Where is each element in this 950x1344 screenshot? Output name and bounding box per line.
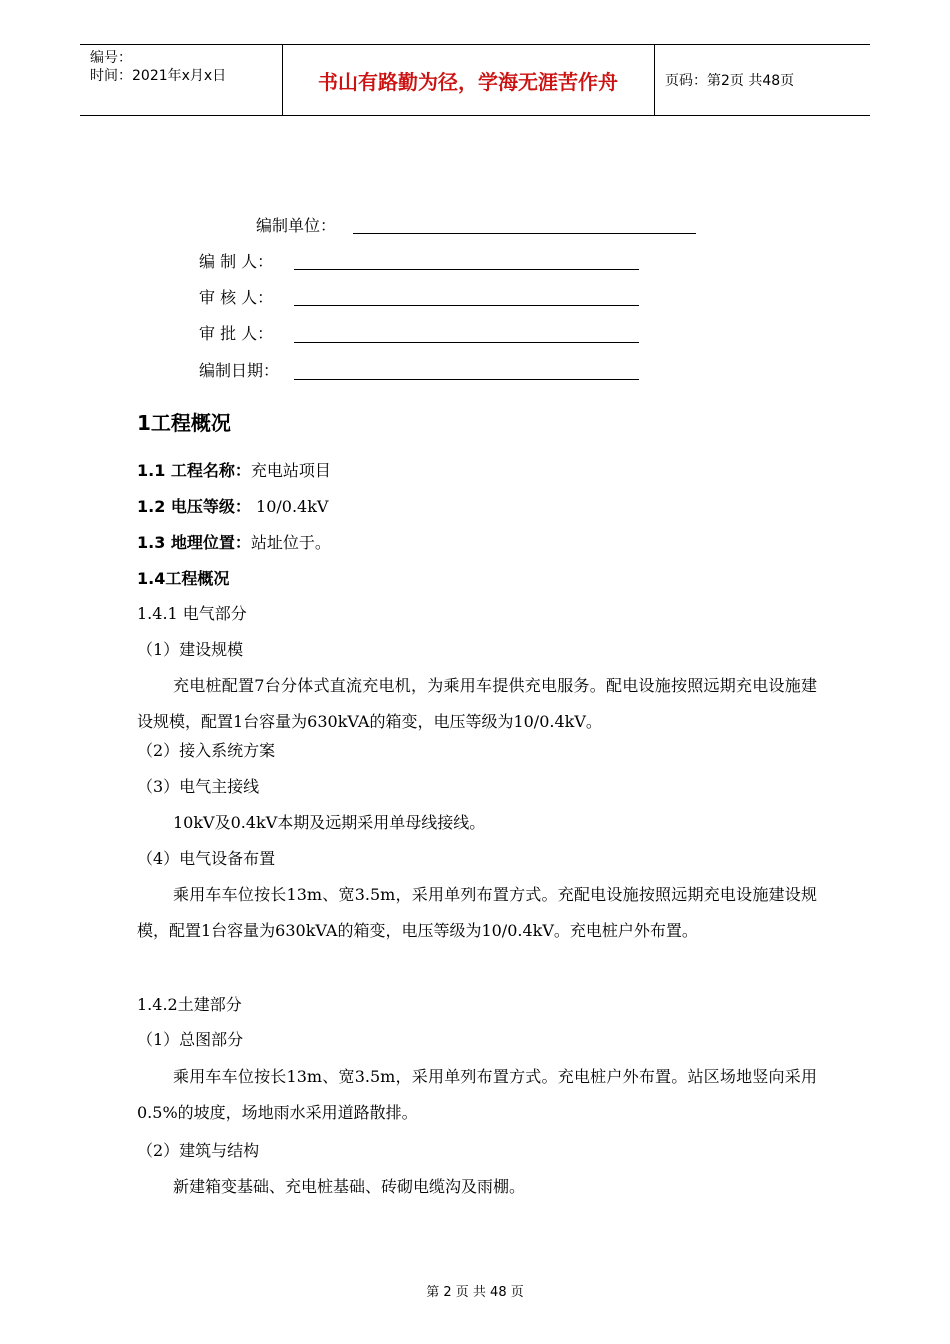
item-1-body: 充电桩配置7台分体式直流充电机，为乘用车提供充电服务。配电设施按照远期充电设施建设规模，配置1台容量为630kVA的箱变，电压等级为10/0.4kV。 xyxy=(137,676,817,731)
item-4-body: 乘用车车位按长13m、宽3.5m，采用单列布置方式。充配电设施按照远期充电设施建设规模，配置1台容量为630kVA的箱变，电压等级为10/0.4kV。充电桩户外布置。 xyxy=(137,885,817,940)
section-1-3-value: 站址位于。 xyxy=(250,533,331,552)
page-footer: 第 2 页 共 48 页 xyxy=(426,1285,524,1300)
item-2-heading: （2）接入系统方案 xyxy=(137,741,276,760)
section-1-4-1: 1.4.1 电气部分 xyxy=(137,604,247,623)
item-3-body: 10kV及0.4kV本期及远期采用单母线接线。 xyxy=(173,813,486,832)
section-heading-1: 1工程概况 xyxy=(137,411,231,435)
header-time: 时间：2021年x月x日 xyxy=(90,68,227,84)
signoff-reviewer-label: 审 核 人： xyxy=(199,288,274,307)
item-3-heading: （3）电气主接线 xyxy=(137,777,260,796)
signoff-date-line xyxy=(294,379,639,380)
section-1-2-value: 10/0.4kV xyxy=(250,497,329,516)
header-number: 编号： xyxy=(90,50,132,66)
signoff-date-label: 编制日期： xyxy=(199,361,280,380)
signoff-reviewer-row xyxy=(199,288,273,308)
civil-item-2-heading: （2）建筑与结构 xyxy=(137,1141,260,1160)
signoff-author-label: 编 制 人： xyxy=(199,252,274,271)
signoff-date-row xyxy=(199,361,279,381)
header-motto: 书山有路勤为径，学海无涯苦作舟 xyxy=(318,69,618,94)
section-1-3 xyxy=(137,533,331,553)
signoff-approver-line xyxy=(294,342,639,343)
section-1-1-value: 充电站项目 xyxy=(250,461,331,480)
signoff-unit-label: 编制单位： xyxy=(256,216,337,235)
section-1-2-label: 1.2 电压等级： xyxy=(137,497,251,516)
section-1-2 xyxy=(137,497,328,517)
signoff-approver-row xyxy=(199,324,273,344)
header-page-code: 页码：第2页 共48页 xyxy=(665,73,795,89)
item-1-heading: （1）建设规模 xyxy=(137,640,244,659)
item-4-heading: （4）电气设备布置 xyxy=(137,849,276,868)
header-meta-cell xyxy=(80,45,282,115)
signoff-author-line xyxy=(294,269,639,270)
signoff-unit-row xyxy=(256,216,336,236)
section-1-1-label: 1.1 工程名称： xyxy=(137,461,251,480)
signoff-unit-line xyxy=(353,233,696,234)
civil-item-2-body: 新建箱变基础、充电桩基础、砖砌电缆沟及雨棚。 xyxy=(173,1177,526,1196)
signoff-approver-label: 审 批 人： xyxy=(199,324,274,343)
section-1-4: 1.4工程概况 xyxy=(137,569,230,588)
signoff-reviewer-line xyxy=(294,305,639,306)
section-1-4-2: 1.4.2土建部分 xyxy=(137,995,242,1014)
section-1-1 xyxy=(137,461,331,481)
signoff-author-row xyxy=(199,252,273,272)
civil-item-1-heading: （1）总图部分 xyxy=(137,1030,244,1049)
page-header xyxy=(80,44,870,116)
section-1-3-label: 1.3 地理位置： xyxy=(137,533,251,552)
civil-item-1-body: 乘用车车位按长13m、宽3.5m，采用单列布置方式。充电桩户外布置。站区场地竖向采用0.5%的坡度，场地雨水采用道路散排。 xyxy=(137,1067,817,1122)
